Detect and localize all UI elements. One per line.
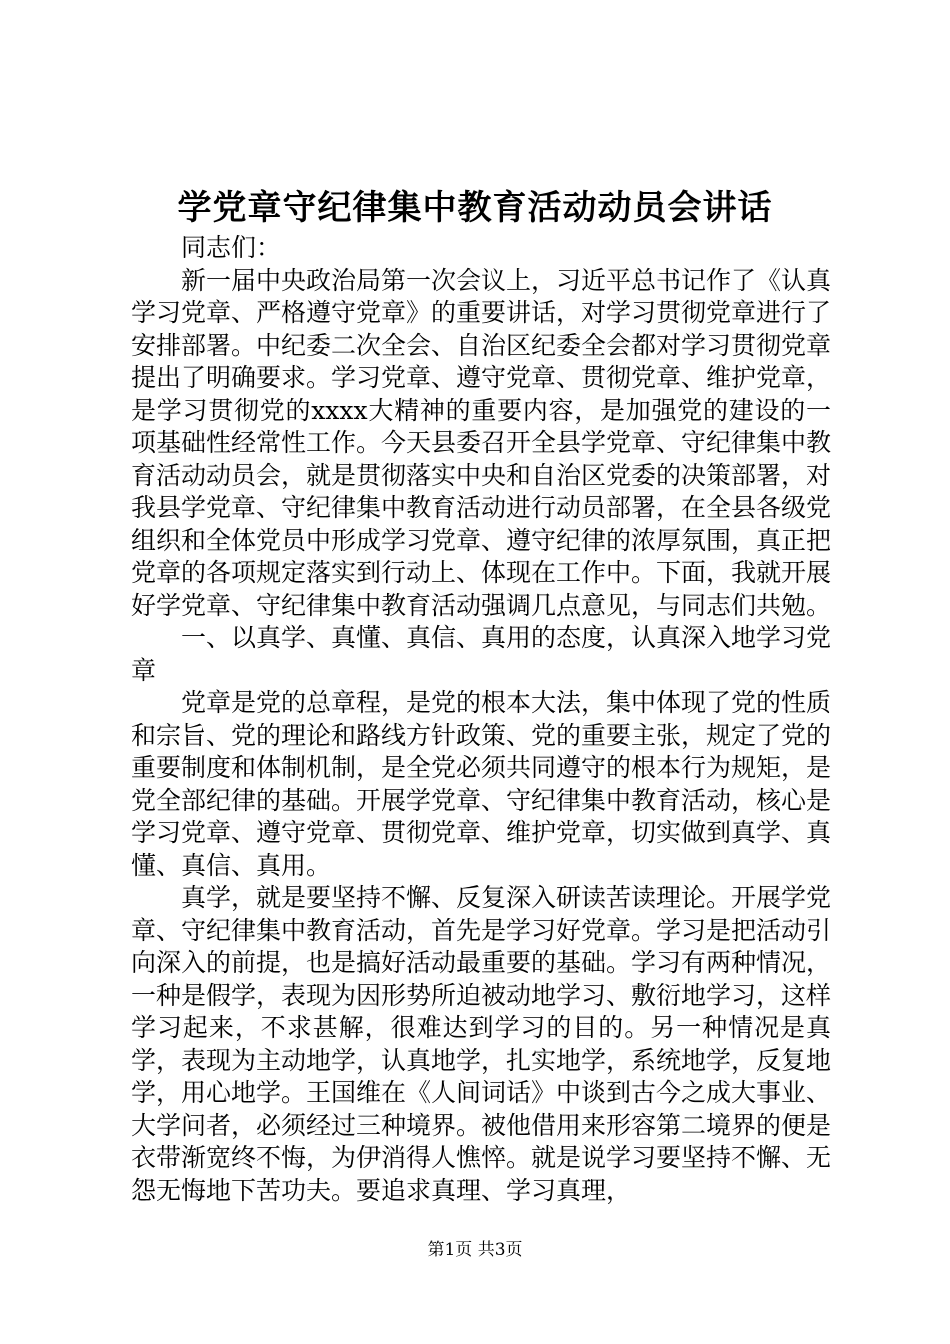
document-title: 学党章守纪律集中教育活动动员会讲话 <box>177 188 773 228</box>
body-paragraph: 党章是党的总章程，是党的根本大法，集中体现了党的性质和宗旨、党的理论和路线方针政策、党的重要主张，规定了党的重要制度和体制机制，是全党必须共同遵守的根本行为规矩，是党全部纪律的基础。开展学党章、守纪律集中教育活动，核心是学习党章、遵守党章、贯彻党章、维护党章，切实做到真学、真懂、真信、真用。 <box>131 688 832 880</box>
page-number-footer: 第1页 共3页 <box>427 1240 523 1260</box>
body-paragraph: 真学，就是要坚持不懈、反复深入研读苦读理论。开展学党章、守纪律集中教育活动，首先是学习好党章。学习是把活动引向深入的前提，也是搞好活动最重要的基础。学习有两种情况，一种是假学，表现为因形势所迫被动地学习、敷衍地学习，这样学习起来，不求甚解，很难达到学习的目的。另一种情况是真学，表现为主动地学，认真地学，扎实地学，系统地学，反复地学，用心地学。王国维在《人间词话》中谈到古今之成大事业、大学问者，必须经过三种境界。被他借用来形容第二境界的便是衣带渐宽终不悔，为伊消得人憔悴。就是说学习要坚持不懈、无怨无悔地下苦功夫。要追求真理、学习真理， <box>131 883 832 1205</box>
section-heading: 一、以真学、真懂、真信、真用的态度，认真深入地学习党章 <box>131 623 832 685</box>
document-body <box>131 232 831 1207</box>
salutation-paragraph: 同志们： <box>181 233 282 262</box>
body-paragraph: 新一届中央政治局第一次会议上，习近平总书记作了《认真学习党章、严格遵守党章》的重要讲话，对学习贯彻党章进行了安排部署。中纪委二次全会、自治区纪委全会都对学习贯彻党章提出了明确要求。学习党章、遵守党章、贯彻党章、维护党章，是学习贯彻党的xxxx大精神的重要内容，是加强党的建设的一项基础性经常性工作。今天县委召开全县学党章、守纪律集中教育活动动员会，就是贯彻落实中央和自治区党委的决策部署，对我县学党章、守纪律集中教育活动进行动员部署，在全县各级党组织和全体党员中形成学习党章、遵守纪律的浓厚氛围，真正把党章的各项规定落实到行动上、体现在工作中。下面，我就开展好学党章、守纪律集中教育活动强调几点意见，与同志们共勉。 <box>131 265 832 620</box>
